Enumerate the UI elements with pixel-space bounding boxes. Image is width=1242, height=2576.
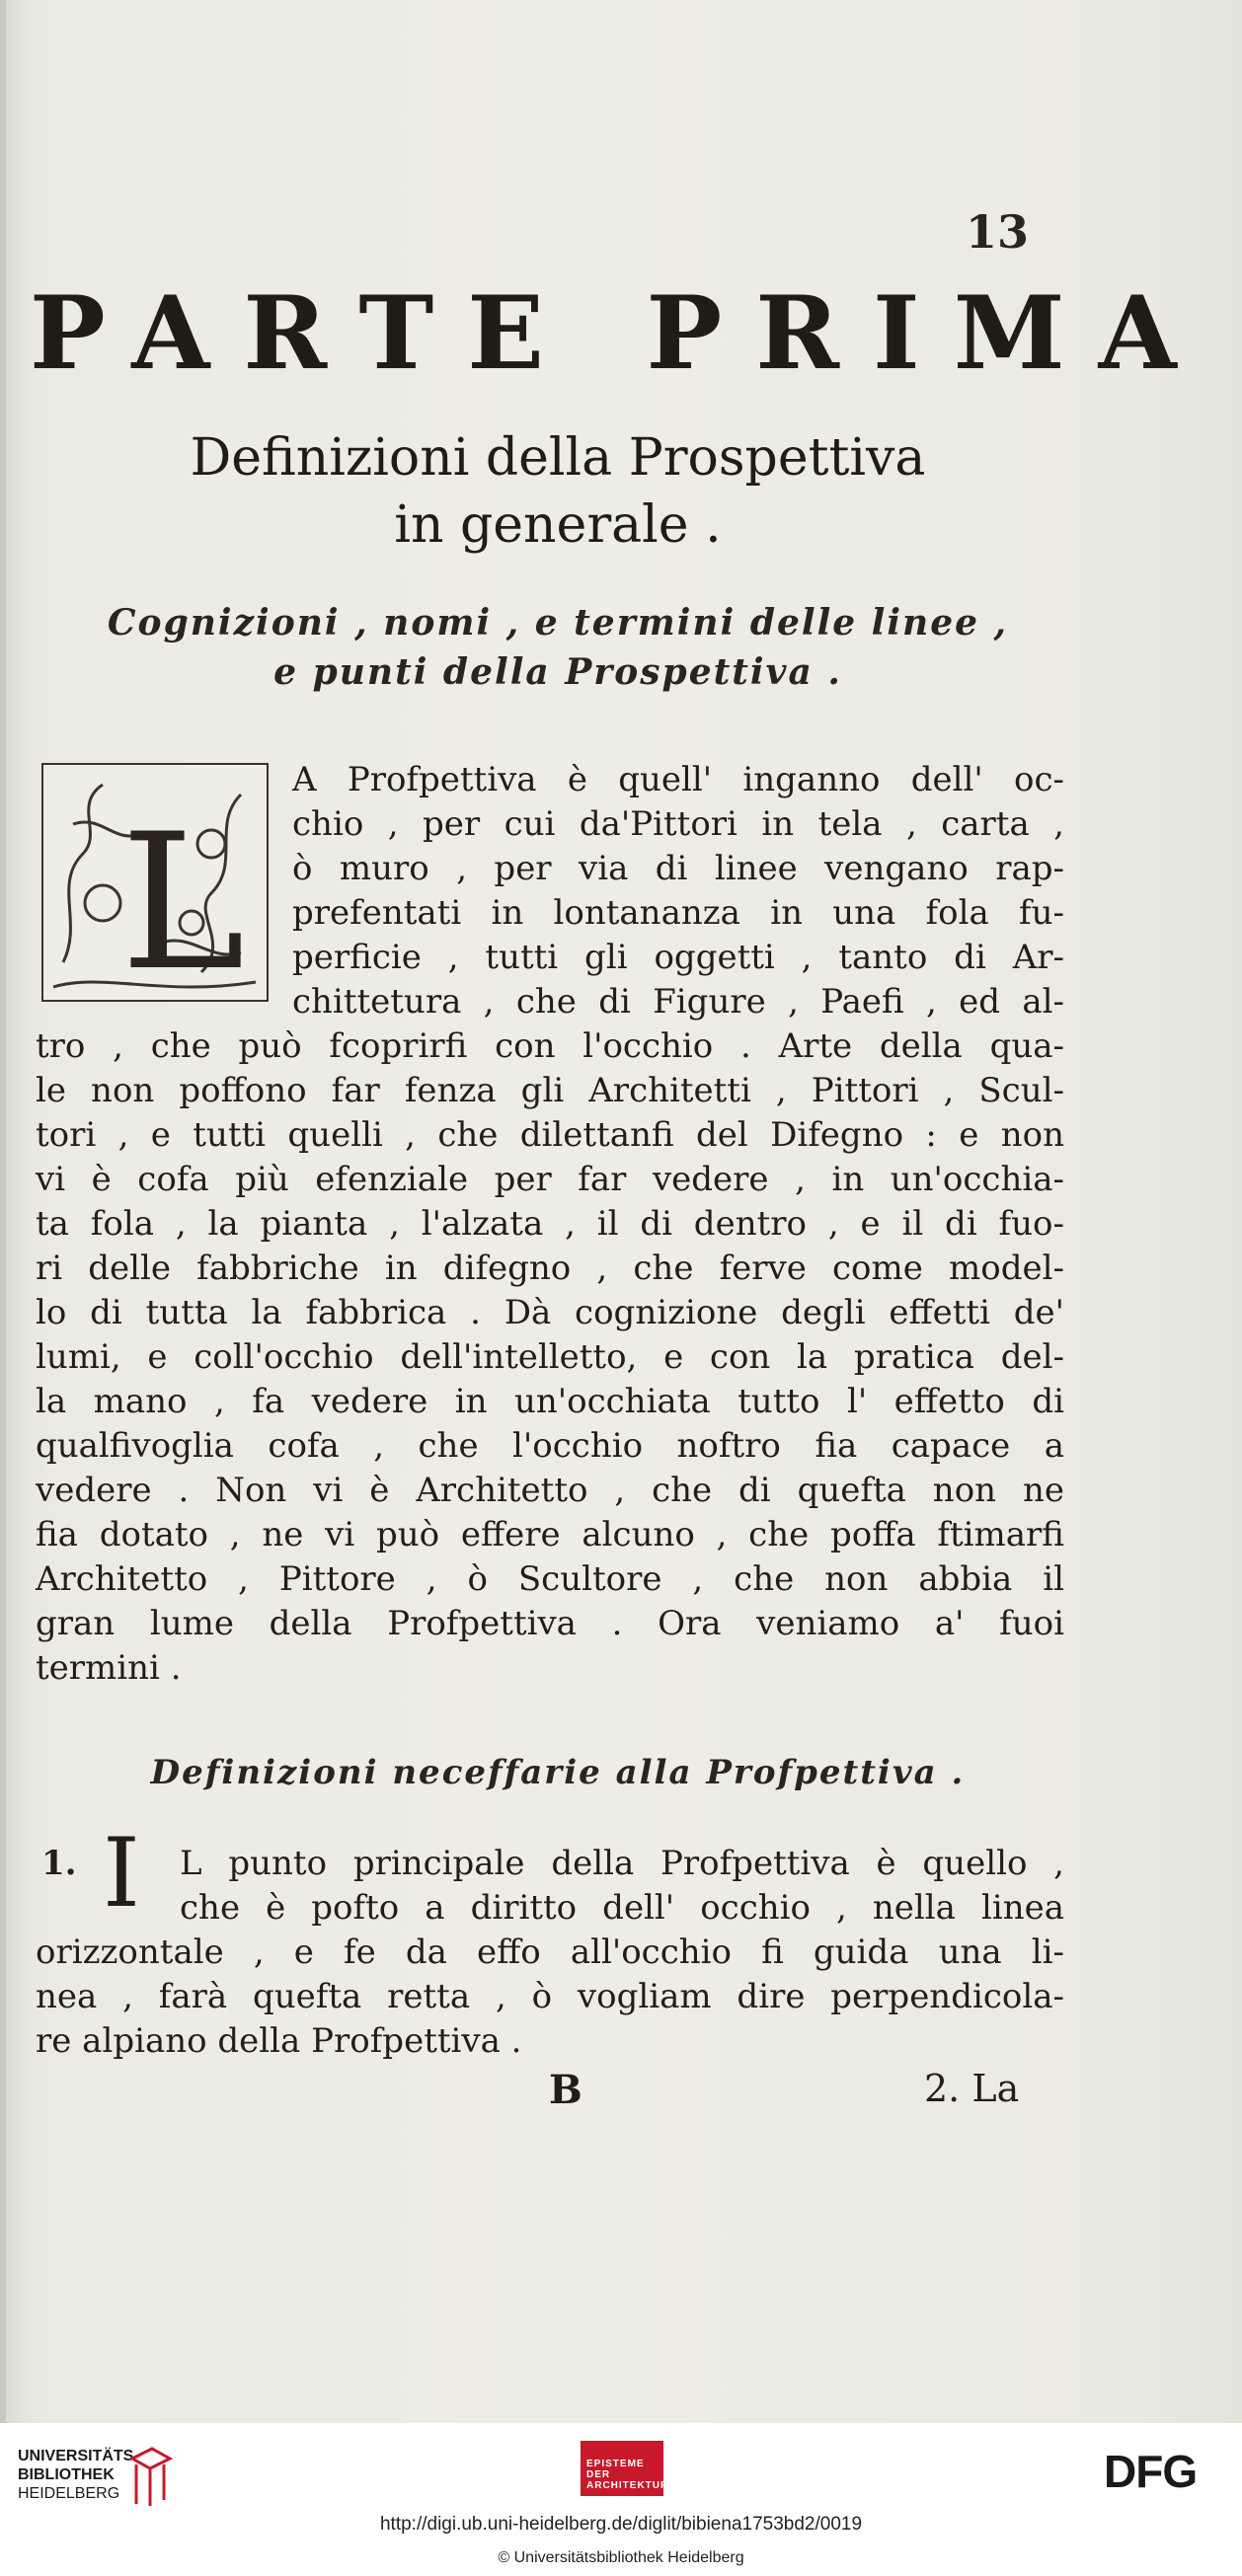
- text-line: termini .: [36, 1648, 182, 1688]
- text-line: lumi, e coll'occhio dell'intelletto, e con la pratica del-: [36, 1337, 1064, 1377]
- text-line: chio , per cui da'Pittori in tela , carta ,: [292, 804, 1064, 844]
- viewer-footer: [0, 2423, 1242, 2576]
- text-line: re alpiano della Profpettiva .: [36, 2021, 522, 2061]
- initial-letter: I: [103, 1818, 140, 1929]
- text-line: L punto principale della Profpettiva è quello ,: [180, 1844, 1064, 1883]
- text-line: le non poffono far fenza gli Architetti , Pittori , Scul-: [36, 1071, 1064, 1110]
- library-line: BIBLIOTHEK: [18, 2466, 115, 2483]
- subheading-line-1: Cognizioni , nomi , e termini delle linee ,: [107, 602, 1009, 644]
- text-line: Architetto , Pittore , ò Scultore , che non abbia il: [36, 1559, 1064, 1599]
- text-line: tro , che può fcoprirfi con l'occhio . Arte della qua-: [36, 1026, 1064, 1066]
- part-title: PARTE PRIMA: [30, 274, 1210, 393]
- text-line: gran lume della Profpettiva . Ora veniamo a' fuoi: [36, 1604, 1064, 1643]
- catchword: 2. La: [924, 2067, 1020, 2110]
- library-logo-icon[interactable]: [128, 2445, 174, 2510]
- dfg-logo[interactable]: DFG: [1104, 2446, 1198, 2497]
- copyright-notice: © Universitätsbibliothek Heidelberg: [498, 2549, 744, 2566]
- text-line: ta fola , la pianta , l'alzata , il di dentro , e il di fuo-: [36, 1204, 1064, 1244]
- text-line: qualfivoglia cofa , che l'occhio noftro fia capace a: [36, 1426, 1064, 1466]
- text-line: la mano , fa vedere in un'occhiata tutto l' effetto di: [36, 1382, 1064, 1421]
- episteme-logo[interactable]: [581, 2441, 669, 2496]
- text-line: nea , farà quefta retta , ò vogliam dire perpendicola-: [36, 1977, 1064, 2016]
- text-line: ri delle fabbriche in difegno , che ferve come model-: [36, 1249, 1064, 1288]
- text-line: che è pofto a diritto dell' occhio , nella linea: [180, 1888, 1064, 1928]
- library-line: HEIDELBERG: [18, 2485, 120, 2502]
- signature-mark: B: [549, 2067, 582, 2113]
- library-name[interactable]: [18, 2447, 139, 2503]
- text-line: chittetura , che di Figure , Paefi , ed al-: [292, 982, 1064, 1022]
- decorative-initial-l: [41, 763, 269, 1002]
- page-left-edge: [0, 0, 6, 2423]
- text-line: ò muro , per via di linee vengano rap-: [292, 849, 1064, 888]
- chapter-heading-line-1: Definizioni della Prospettiva: [190, 428, 926, 488]
- page-number: 13: [966, 205, 1030, 259]
- text-line: perficie , tutti gli oggetti , tanto di Ar-: [292, 938, 1064, 977]
- text-line: vi è cofa più efenziale per far vedere , in un'occhia-: [36, 1160, 1064, 1199]
- dropcap-letter: L: [120, 794, 246, 1000]
- text-line: lo di tutta la fabbrica . Dà cognizione degli effetti de': [36, 1293, 1064, 1332]
- text-line: prefentati in lontananza in una fola fu-: [292, 893, 1064, 933]
- section-heading: Definizioni neceffarie alla Profpettiva .: [150, 1753, 966, 1792]
- library-line: UNIVERSITÄTS-: [18, 2448, 139, 2464]
- chapter-heading-line-2: in generale .: [394, 495, 722, 555]
- text-line: fia dotato , ne vi può effere alcuno , che poffa ftimarfi: [36, 1515, 1064, 1554]
- text-line: vedere . Non vi è Architetto , che di quefta non ne: [36, 1471, 1064, 1510]
- text-line: tori , e tutti quelli , che dilettanfi del Difegno : e non: [36, 1115, 1064, 1155]
- page-url-link[interactable]: http://digi.ub.uni-heidelberg.de/diglit/bibiena1753bd2/0019: [379, 2514, 863, 2535]
- item-number: 1.: [41, 1844, 77, 1883]
- text-line: orizzontale , e fe da effo all'occhio fi guida una li-: [36, 1932, 1064, 1972]
- subheading-line-2: e punti della Prospettiva .: [273, 651, 842, 693]
- episteme-logo-text: EPISTEME DER ARCHITEKTUR: [586, 2459, 669, 2491]
- text-line: A Profpettiva è quell' inganno dell' oc-: [292, 760, 1064, 799]
